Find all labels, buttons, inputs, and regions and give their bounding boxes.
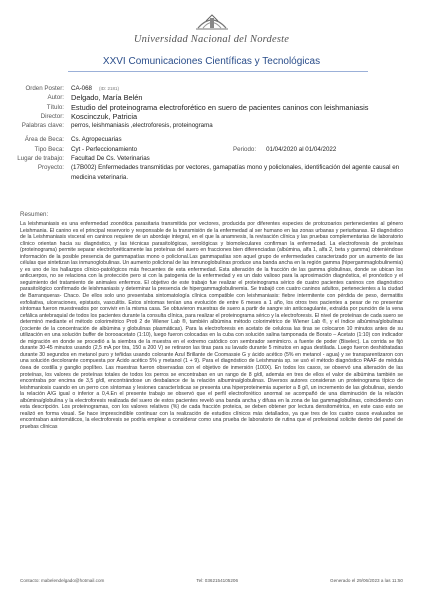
periodo-label: Periodo:	[233, 145, 257, 153]
row-titulo	[0, 103, 423, 112]
id-code: (ID: 2181)	[98, 86, 119, 91]
area-beca-label: Área de Beca:	[24, 136, 64, 144]
university-name: Universidad Nacional del Nordeste	[133, 34, 290, 45]
tipo-beca-label: Tipo Beca:	[34, 145, 64, 153]
palabras-clave-value: perros, leishmaniasis ,electroforesis, proteinograma	[71, 122, 213, 130]
orden-poster-value: CA-068	[71, 85, 92, 92]
university-crest-icon	[195, 10, 229, 32]
row-lugar-trabajo	[0, 154, 423, 163]
row-palabras-clave	[0, 121, 423, 130]
page-title: XXVI Comunicaciones Científicas y Tecnológicas	[102, 56, 321, 67]
row-orden-poster	[0, 84, 423, 93]
proyecto-value: (17B002) Enfermedades transmitidas por vectores, gamapatías mono y policlonales, identificación del agente causal en medicina veterinaria.	[71, 164, 400, 181]
autor-label: Autor:	[47, 94, 64, 102]
director-label: Director:	[40, 112, 64, 120]
lugar-trabajo-label: Lugar de trabajo:	[17, 155, 64, 163]
palabras-clave-label: Palabras clave:	[21, 122, 64, 130]
tipo-beca-value: Cyt - Perfeccionamiento	[71, 145, 138, 153]
row-director	[0, 112, 423, 121]
periodo-value: 01/04/2020 al 01/04/2022	[266, 145, 337, 153]
area-beca-value: Cs. Agropecuarias	[71, 136, 122, 144]
row-autor	[0, 93, 423, 102]
resumen-label: Resumen:	[20, 211, 49, 218]
orden-poster-label: Orden Poster:	[25, 85, 64, 92]
page-footer	[20, 578, 403, 583]
row-proyecto	[0, 163, 423, 182]
autor-value: Delgado, María Belén	[71, 93, 143, 103]
director-value: Koscinczuk, Patricia	[71, 111, 138, 121]
contact-phone: Tel: 0362154105206	[196, 578, 238, 583]
contact-email: Contacto: mabelendelgado@hotmail.com	[20, 578, 105, 583]
metadata-block	[0, 84, 423, 182]
generated-timestamp: Generado el 29/06/2023 a las 11:50	[330, 578, 403, 583]
titulo-label: Título:	[46, 103, 64, 111]
page-header	[0, 10, 423, 45]
row-area-beca	[0, 135, 423, 144]
proyecto-label: Proyecto:	[37, 164, 64, 172]
titulo-value: Estudio del proteinograma electroforético en suero de pacientes caninos con leishmaniasis	[71, 102, 369, 112]
lugar-trabajo-value: Facultad De Cs. Veterinarias	[71, 155, 150, 163]
title-divider	[68, 71, 368, 72]
row-tipo-beca	[0, 145, 423, 154]
resumen-text: La leishmaniasis es una enfermedad zoonótica parasitaria transmitida por vectores, producida por diferentes especies de protozoarios pertenecientes al género Leishmania. El canino es el principal reservorio y responsable de la transmisión de la enfermedad al ser humano en las zonas urbanas y periurbanas. El diagnóstico de la Leishmaniasis visceral en caninos requiere de un abordaje integral, en el que la anamnesis, la revisación clínica y las pruebas complementarias de laboratorio clínico orientan hacia su diagnóstico, y las técnicas parasitológicas, serológicas y biomoleculares confirman la enfermedad. La electroforesis de proteínas (proteinograma) permite separar electroforéticamente las proteínas del suero en fracciones bien diferenciadas (albúmina, alfa 1, alfa 2, beta y gamma) obteniéndose información de la posible presencia de gammapatías mono o policlonal.Las gammapatías son aquel grupo de enfermedades caracterizado por un aumento de las células que sintetizan las inmunoglobulinas. Un aumento policlonal de las inmunoglobulinas produce una banda ancha en la región gamma (hipergammaglobulinemia) y es uno de los hallazgos clínico-patológicos más frecuentes de esta enfermedad. Esta alteración de la fracción de las gamma globulinas, donde se ubican los anticuerpos, no se relaciona con la protección pero si con la patogenia de la enfermedad y es un dato valioso para la aproximación diagnóstica, el pronóstico y el seguimiento del tratamiento de animales enfermos. El objetivo de este trabajo fue realizar el proteinograma sérico de cuatro pacientes caninos con diagnóstico parasitológico confirmado de leishmaniasis y determinar la presencia de hipergammaglobulinemia. Se trabajó con cuatro caninos adultos, pertenecientes a la ciudad de Barranqueras- Chaco. De ellos solo uno presentaba sintomatología clínica compatible con leishmaniasis: fiebre intermitente con pérdida de peso, dermatitis exfoliativa, ulceraciones, epistaxis, vasculitis. Estos síntomas tenían una evolución de entre 6 meses a 1 año, los otros tres pacientes a pesar de no presentar síntomas fueron muestreados por convivir en la misma casa. Se obtuvieron muestras de suero a partir de sangre sin anticoagulante, extraída por punción de la vena cefálica antebraquial de todos los pacientes durante la consulta clínica, para realizar el proteinograma sérico y la electroforesis. El nivel de proteínas de cada suero se determinó mediante el método colorimétrico Proti 2 de Wiener Lab ®, también albúmina método colorimétrico de Wiener Lab ®, y el índice albúmina/globulinas (cociente de la concentración de albúmina y globulinas plasmáticas). Para la electroforesis en acetato de celulosa las tiras se colocaron 10 minutos antes de su utilización en una solución buffer de borooacetato (1:10), luego fueron colocadas en la cuba con solución salina tamponada de Borato – Acetato (1:10) con indicador de migración en donde se procedió a la siembra de la muestra en el extremo catódico con sembrador semimicro. a fuente de poder (Biselec). La corrida se fijó durante 30-45 minutos usando (2,5 mA por tira, 150 a 200 V) se retiraron las tiras para su lavado durante 5 minutos en agua destilada. Luego fueron deshidratadas durante 30 segundos en metanol puro y teñidas usando colorante Azul Brillante de Coomassie G y ácido acético (5% en metanol - agua) y se transparentizaron con una solución decolorante compuesta por Ácido acético 5% y metanol (1 + 9). Para el diagnóstico de Leishmania sp. se usó el método diagnóstico PAAF de médula ósea de costilla y ganglio poplíteo. Las muestras fueron observadas con el objetivo de inmersión (100X). En todos los casos, se observó una alteración de las proteínas, los valores de proteínas totales de todos los perros se encontraban en un rango de 8 g/dl, además en tres de ellos el valor de albúmina también se encontraba por encima de 3,5 g/dl, encontrándose un desbalance de la relación albumina/globulinas. Diversos autores consideran un proteinograma típico de leishmaniosis cuando en un perro con síntomas y lesiones características se presenta una hiperproteinemia superior a 8 g/l, un incremento de las globulinas, siendo la relación A/G igual o inferior a 0,4.En el presente trabajo se observó que el perfil electroforético anormal se acompañó de una disminución de la relación albúmina/globulina y la electroforesis realizada del suero de estos pacientes reveló una banda ancha y difusa en la zona de las gammaglobulinas, coincidiendo con esta descripción. Los proteinogramas, con los valores relativos (%) de cada fracción proteica, se deben obtener por lectura densitométrica, en este caso esto se realizó en forma visual. Se hace imprescindible continuar con la realización de estudios clínicos más detallados, ya que tres de los cuatro casos evaluados se encontraban asintomáticos, la electroforesis se podría emplear a considerar como una prueba de laboratorio de rutina que el profesional solicite dentro del panel de pruebas clínicas	[20, 221, 403, 430]
